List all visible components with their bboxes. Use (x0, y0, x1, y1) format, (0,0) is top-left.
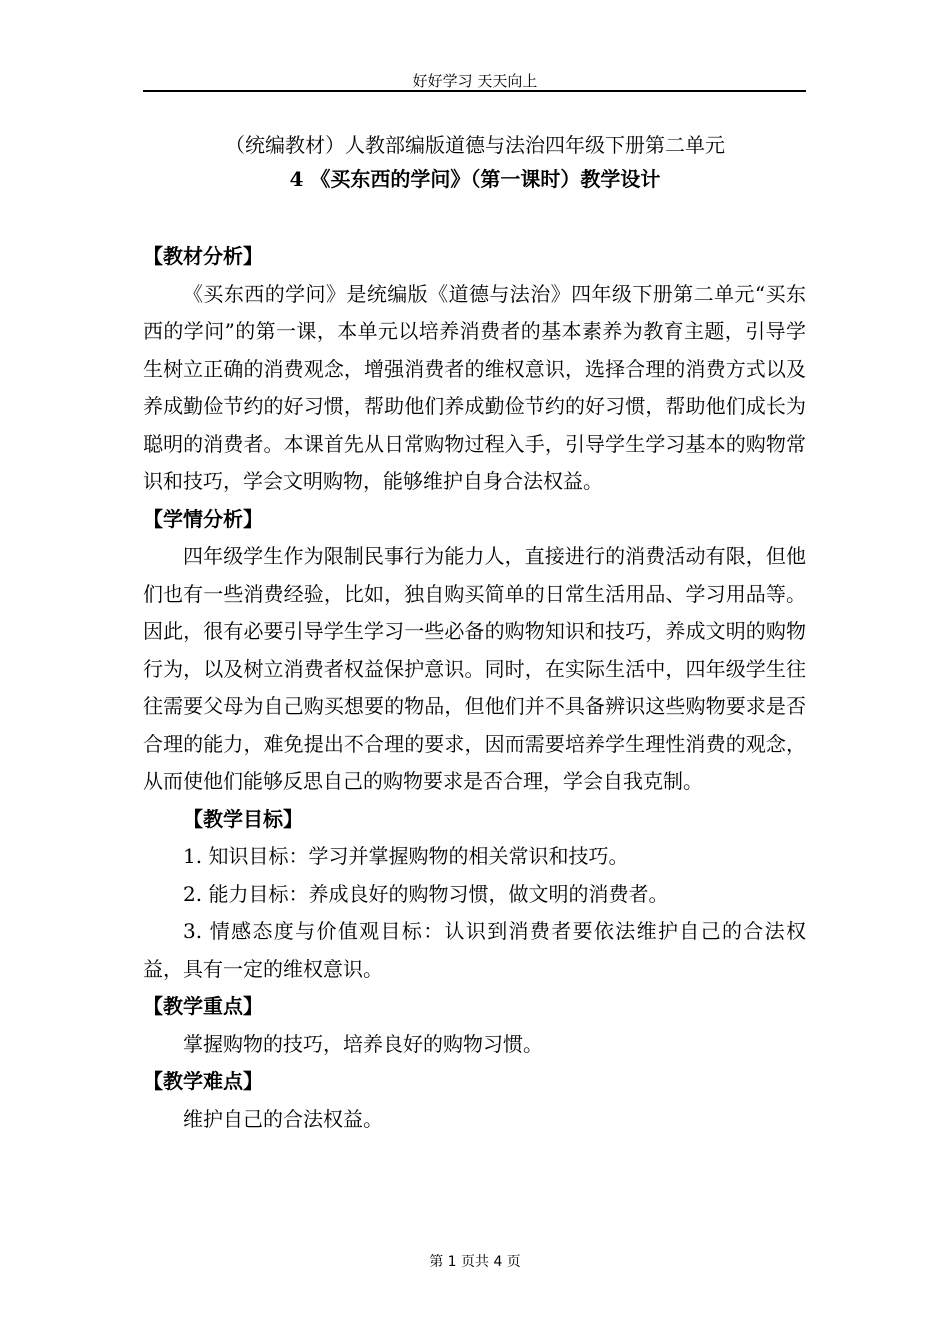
document-body (143, 238, 806, 1138)
material-analysis-text: 《买东西的学问》是统编版《道德与法治》四年级下册第二单元“买东西的学问”的第一课，本单元以培养消费者的基本素养为教育主题，引导学生树立正确的消费观念，增强消费者的维权意识，选择合理的消费方式以及养成勤俭节约的好习惯，帮助他们养成勤俭节约的好习惯，帮助他们成长为聪明的消费者。本课首先从日常购物过程入手，引导学生学习基本的购物常识和技巧，学会文明购物，能够维护自身合法权益。 (143, 281, 806, 493)
heading-objectives: 【教学目标】 (183, 806, 303, 831)
document-title-line2: 4 《买东西的学问》（第一课时）教学设计 (289, 167, 661, 191)
header-rule (143, 90, 806, 92)
heading-difficulties: 【教学难点】 (143, 1069, 263, 1093)
heading-key-points: 【教学重点】 (143, 994, 263, 1018)
heading-student-analysis: 【学情分析】 (143, 506, 263, 531)
objective-item: 3. 情感态度与价值观目标：认识到消费者要依法维护自己的合法权益，具有一定的维权意识。 (143, 919, 806, 981)
key-points-text: 掌握购物的技巧，培养良好的购物习惯。 (183, 1031, 543, 1056)
heading-material-analysis: 【教材分析】 (143, 244, 263, 268)
page-footer: 第 1 页共 4 页 (429, 1254, 521, 1270)
objective-item: 1. 知识目标：学习并掌握购物的相关常识和技巧。 (183, 844, 629, 868)
page-header: 好好学习 天天向上 (412, 72, 538, 90)
document-title-line1: （统编教材）人教部编版道德与法治四年级下册第二单元 (225, 133, 725, 157)
difficulties-text: 维护自己的合法权益。 (183, 1106, 383, 1131)
student-analysis-text: 四年级学生作为限制民事行为能力人，直接进行的消费活动有限，但他们也有一些消费经验，比如，独自购买简单的日常生活用品、学习用品等。因此，很有必要引导学生学习一些必备的购物知识和技巧，养成文明的购物行为，以及树立消费者权益保护意识。同时，在实际生活中，四年级学生往往需要父母为自己购买想要的物品，但他们并不具备辨识这些购物要求是否合理的能力，难免提出不合理的要求，因而需要培养学生理性消费的观念，从而使他们能够反思自己的购物要求是否合理，学会自我克制。 (143, 544, 806, 793)
objective-item: 2. 能力目标：养成良好的购物习惯，做文明的消费者。 (183, 881, 669, 906)
